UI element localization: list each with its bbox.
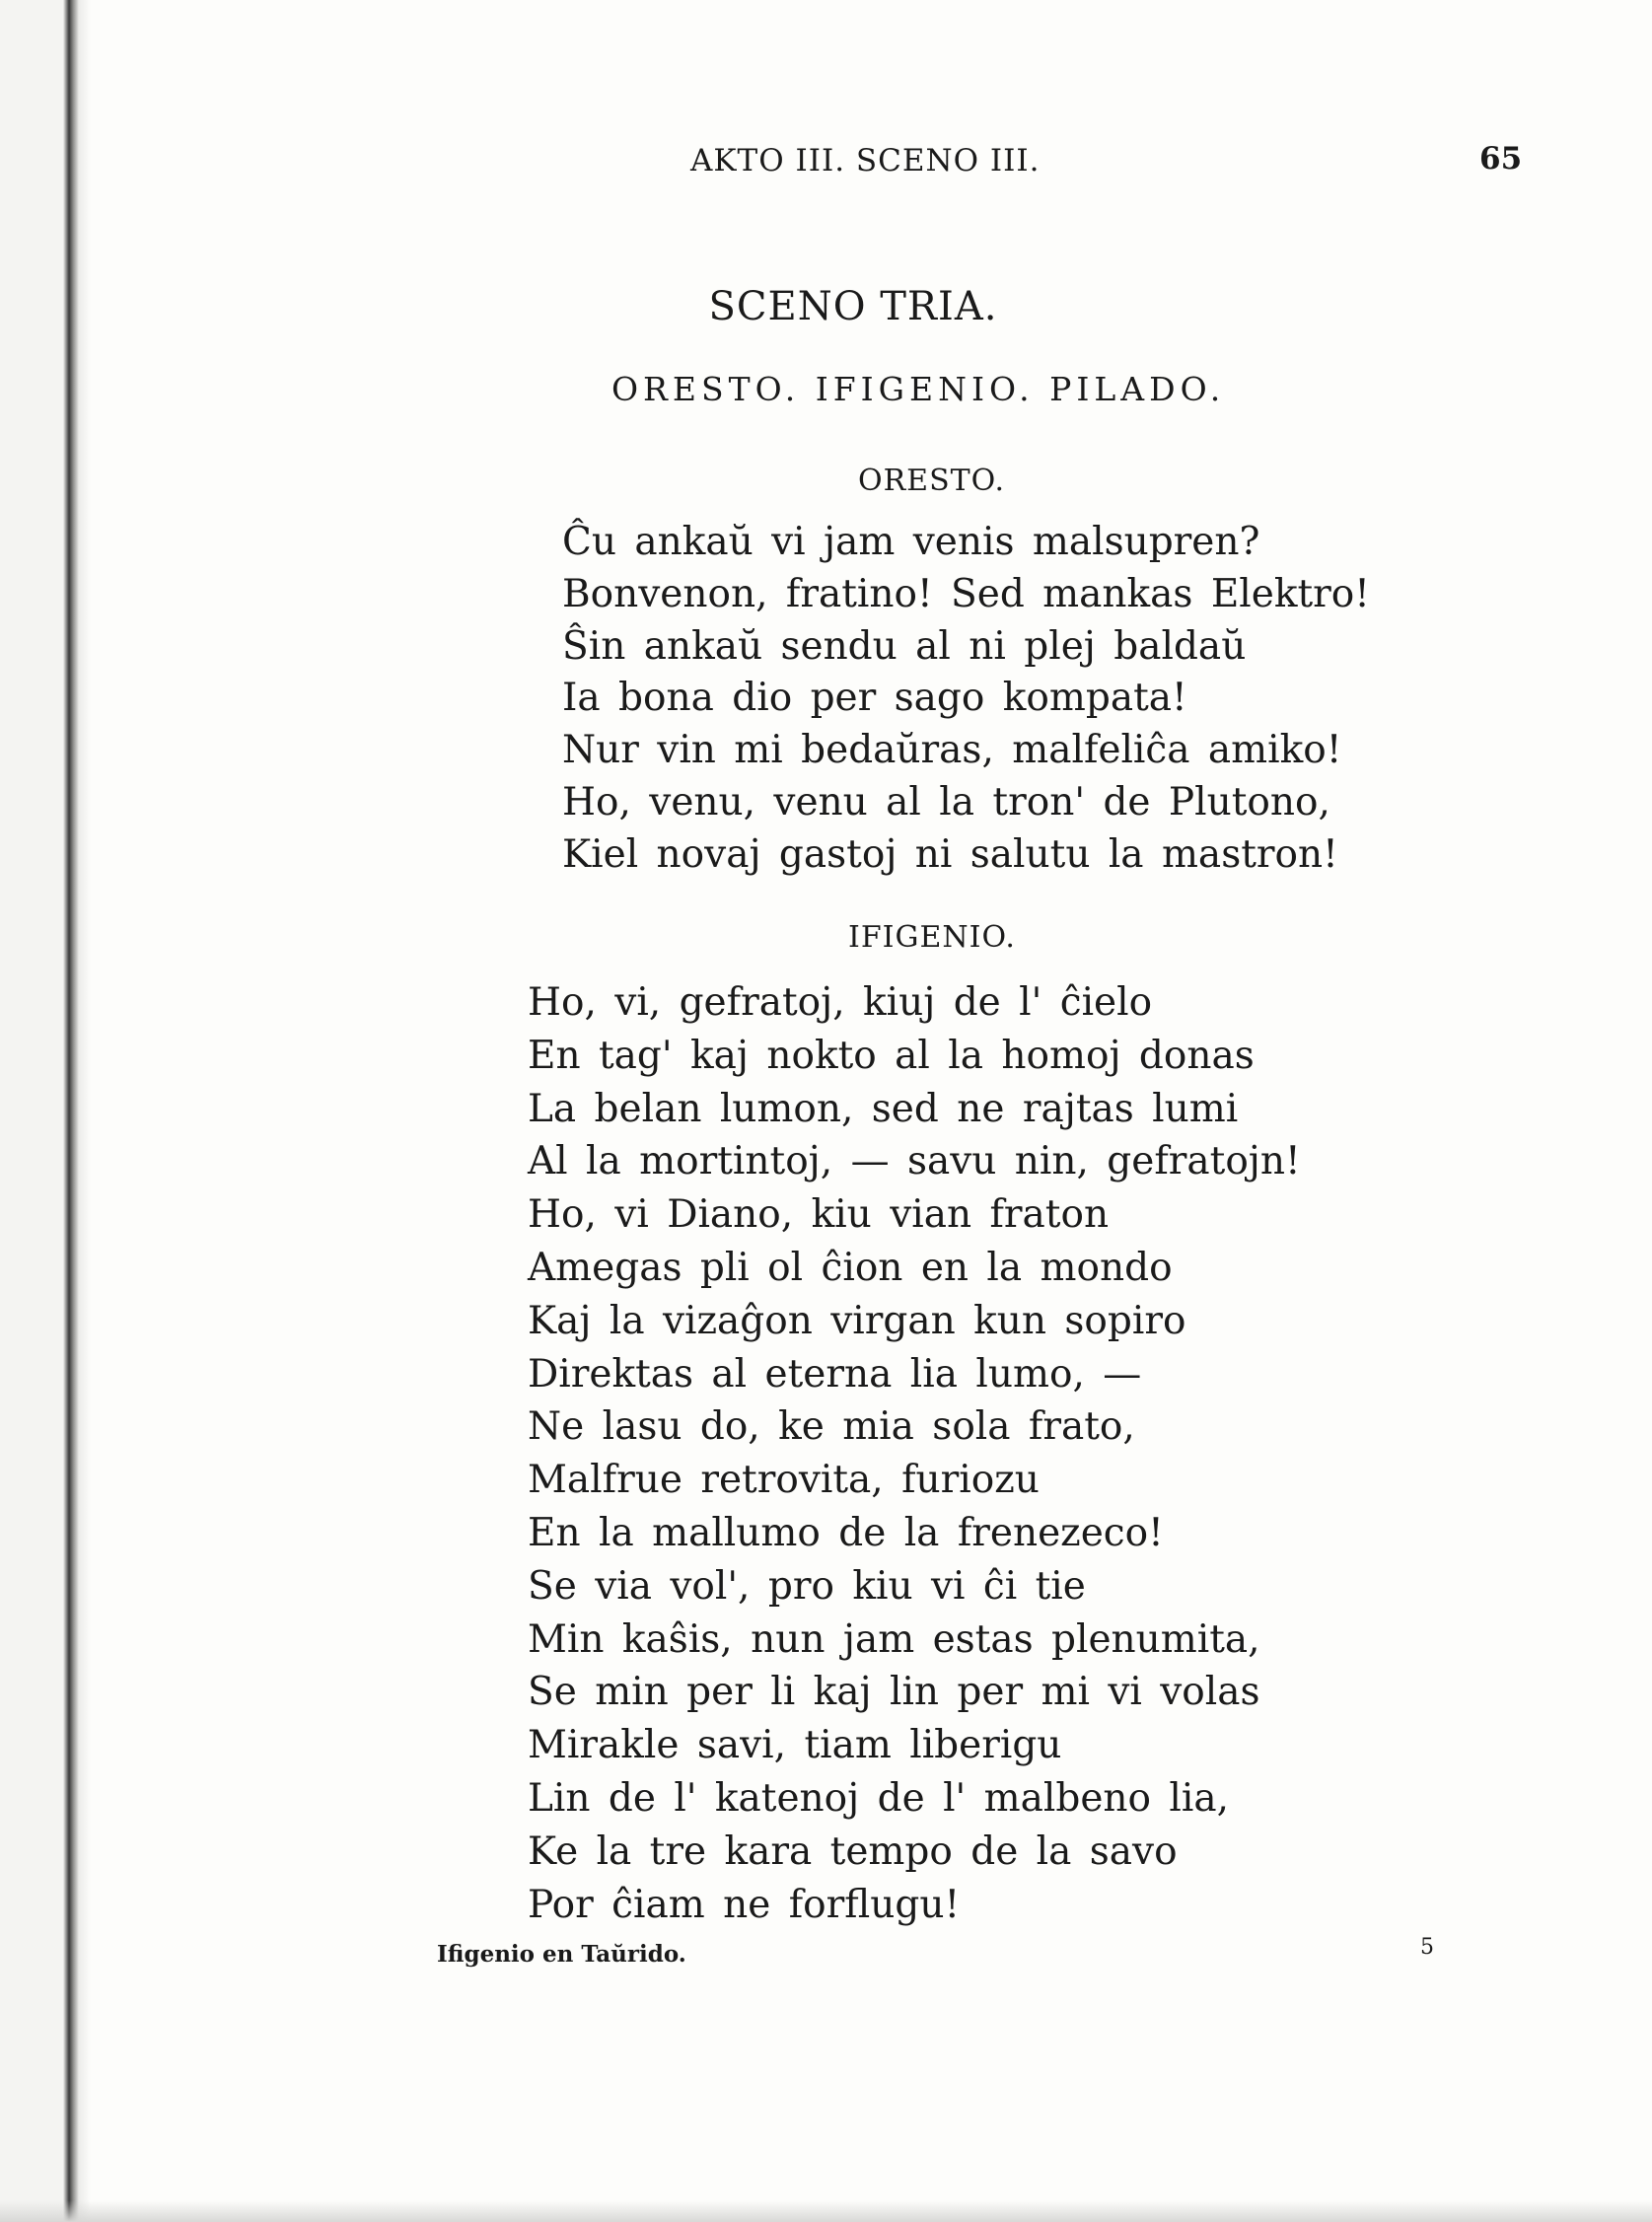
verse-line: Ho, vi, gefratoj, kiuj de l' ĉielo	[528, 980, 1153, 1025]
verse-line: Mirakle savi, tiam liberigu	[528, 1723, 1062, 1768]
verse-line: En tag' kaj nokto al la homoj donas	[528, 1033, 1255, 1078]
verse-line: Al la mortintoj, — savu nin, gefratojn!	[528, 1139, 1301, 1184]
verse-line: Lin de l' katenoj de l' malbeno lia,	[528, 1775, 1230, 1821]
footer-signature-mark: 5	[1420, 1935, 1434, 1960]
verse-line: Ia bona dio per sago kompata!	[562, 676, 1187, 721]
footer-book-title: Ifigenio en Taŭrido.	[437, 1941, 686, 1968]
verse-line: Ke la tre kara tempo de la savo	[528, 1828, 1178, 1874]
verse-line: Ŝin ankaŭ sendu al ni plej baldaŭ	[562, 623, 1247, 669]
verse-line: Kaj la vizaĝon virgan kun sopiro	[528, 1298, 1186, 1343]
page-bottom-shadow	[0, 2200, 1652, 2222]
verse-line: Bonvenon, fratino! Sed mankas Elektro!	[562, 571, 1370, 616]
characters-list: ORESTO. IFIGENIO. PILADO.	[611, 370, 1226, 408]
speaker-ifigenio: IFIGENIO.	[848, 920, 1016, 955]
verse-line: Ho, vi Diano, kiu vian fraton	[528, 1192, 1110, 1238]
verse-line: En la mallumo de la frenezeco!	[528, 1510, 1164, 1555]
verse-line: Se via vol', pro kiu vi ĉi tie	[528, 1563, 1086, 1609]
verse-line: Amegas pli ol ĉion en la mondo	[528, 1245, 1173, 1290]
verse-line: Min kaŝis, nun jam estas plenumita,	[528, 1616, 1260, 1662]
verse-line: Kiel novaj gastoj ni salutu la mastron!	[562, 831, 1338, 877]
running-head: AKTO III. SCENO III.	[690, 143, 1041, 179]
verse-line: Nur vin mi bedaŭras, malfeliĉa amiko!	[562, 728, 1342, 773]
verse-line: Malfrue retrovita, furiozu	[528, 1458, 1040, 1503]
verse-line: Ne lasu do, ke mia sola frato,	[528, 1404, 1135, 1450]
verse-line: Ho, venu, venu al la tron' de Plutono,	[562, 779, 1330, 824]
speech-ifigenio	[528, 976, 1301, 1931]
book-binding-shadow	[0, 0, 91, 2222]
verse-line: La belan lumon, sed ne rajtas lumi	[528, 1086, 1239, 1131]
verse-line: Se min per li kaj lin per mi vi volas	[528, 1670, 1260, 1715]
page-number: 65	[1479, 141, 1523, 177]
verse-line: Direktas al eterna lia lumo, —	[528, 1351, 1142, 1397]
scene-title: SCENO TRIA.	[708, 284, 998, 329]
verse-line: Ĉu ankaŭ vi jam venis malsupren?	[562, 520, 1260, 564]
speech-oresto	[562, 517, 1370, 882]
verse-line: Por ĉiam ne forflugu!	[528, 1882, 961, 1927]
speaker-oresto: ORESTO.	[858, 464, 1006, 498]
